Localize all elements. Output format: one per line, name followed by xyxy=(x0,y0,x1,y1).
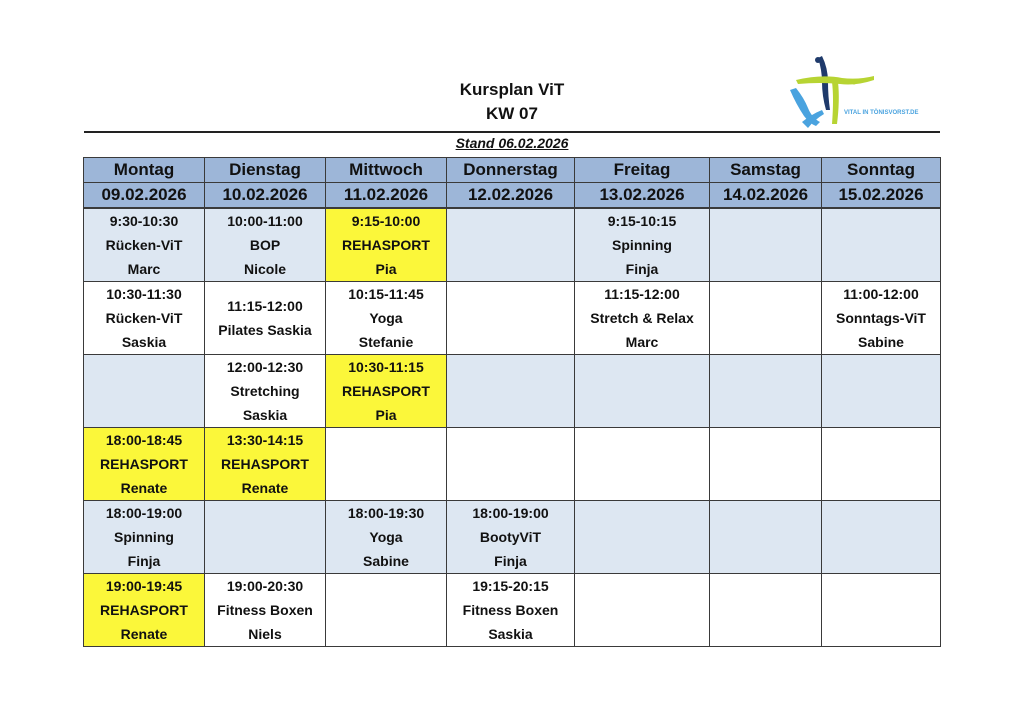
empty-cell xyxy=(822,355,941,428)
course-cell xyxy=(205,282,326,355)
course-cell xyxy=(326,501,447,574)
empty-cell xyxy=(326,428,447,501)
course-cell xyxy=(84,428,205,501)
course-time: 19:15-20:15 xyxy=(472,578,549,594)
course-cell xyxy=(84,574,205,647)
date-header: 13.02.2026 xyxy=(575,183,710,209)
empty-cell xyxy=(205,501,326,574)
empty-cell xyxy=(326,574,447,647)
course-detail: REHASPORT xyxy=(100,456,188,472)
empty-cell xyxy=(822,574,941,647)
empty-cell xyxy=(447,282,575,355)
course-time: 12:00-12:30 xyxy=(226,359,304,375)
course-time: 10:00-11:00 xyxy=(227,213,303,229)
empty-cell xyxy=(710,428,822,501)
course-time: 11:15-12:00 xyxy=(227,298,303,314)
page-title: Kursplan ViT xyxy=(459,80,565,99)
date-header: 10.02.2026 xyxy=(205,183,326,209)
course-cell xyxy=(575,282,710,355)
course-detail: Stretch & Relax xyxy=(590,310,694,326)
course-time: 9:15-10:15 xyxy=(607,213,677,229)
empty-cell xyxy=(84,355,205,428)
course-detail: BOP xyxy=(249,237,281,253)
date-header: 09.02.2026 xyxy=(84,183,205,209)
course-detail: Yoga xyxy=(369,310,403,326)
course-detail: Saskia xyxy=(488,626,533,642)
empty-cell xyxy=(710,208,822,282)
stand-date: Stand 06.02.2026 xyxy=(455,135,569,151)
course-detail: Sabine xyxy=(858,334,904,350)
course-detail: Fitness Boxen xyxy=(462,602,559,618)
course-time: 19:00-20:30 xyxy=(226,578,304,594)
date-row xyxy=(84,183,941,209)
course-cell xyxy=(326,355,447,428)
course-cell xyxy=(84,282,205,355)
course-detail: Pilates Saskia xyxy=(218,322,312,338)
course-time: 18:00-19:30 xyxy=(347,505,425,521)
weekday-header: Dienstag xyxy=(205,158,326,183)
course-detail: Renate xyxy=(241,480,289,496)
schedule-header xyxy=(84,158,941,209)
weekday-header: Mittwoch xyxy=(326,158,447,183)
course-detail: REHASPORT xyxy=(342,237,430,253)
course-detail: Fitness Boxen xyxy=(217,602,313,618)
course-detail: Nicole xyxy=(243,261,286,277)
course-time: 10:30-11:30 xyxy=(106,286,182,302)
course-detail: REHASPORT xyxy=(342,383,430,399)
course-cell xyxy=(326,282,447,355)
empty-cell xyxy=(575,428,710,501)
empty-cell xyxy=(575,355,710,428)
course-cell xyxy=(326,208,447,282)
course-time: 9:15-10:00 xyxy=(351,213,421,229)
course-time: 10:15-11:45 xyxy=(348,286,424,302)
date-header: 12.02.2026 xyxy=(447,183,575,209)
schedule-body xyxy=(84,208,941,647)
vit-logo xyxy=(782,52,919,132)
course-cell xyxy=(575,208,710,282)
empty-cell xyxy=(710,355,822,428)
course-cell xyxy=(205,355,326,428)
course-detail: Pia xyxy=(375,261,397,277)
vit-logo-graphic xyxy=(782,52,919,132)
course-detail: Renate xyxy=(120,626,168,642)
title-divider xyxy=(84,131,940,133)
course-detail: Sonntags-ViT xyxy=(836,310,926,326)
course-time: 18:00-18:45 xyxy=(105,432,183,448)
empty-cell xyxy=(447,355,575,428)
course-detail: Rücken-ViT xyxy=(105,237,183,253)
logo-text: VITAL IN TÖNISVORST.DE xyxy=(844,110,919,116)
empty-cell xyxy=(822,428,941,501)
schedule-row xyxy=(84,428,941,501)
schedule-row xyxy=(84,208,941,282)
schedule-row xyxy=(84,282,941,355)
course-detail: Spinning xyxy=(114,529,174,545)
empty-cell xyxy=(710,574,822,647)
weekday-header: Freitag xyxy=(575,158,710,183)
course-cell xyxy=(447,501,575,574)
course-time: 18:00-19:00 xyxy=(472,505,549,521)
course-detail: Finja xyxy=(127,553,161,569)
course-detail: Stefanie xyxy=(358,334,414,350)
empty-cell xyxy=(710,501,822,574)
weekday-row xyxy=(84,158,941,183)
course-time: 19:00-19:45 xyxy=(105,578,183,594)
course-detail: Yoga xyxy=(369,529,403,545)
course-cell xyxy=(205,428,326,501)
course-detail: Rücken-ViT xyxy=(105,310,183,326)
weekday-header: Montag xyxy=(84,158,205,183)
course-time: 9:30-10:30 xyxy=(109,213,179,229)
course-detail: BootyViT xyxy=(479,529,542,545)
course-detail: Niels xyxy=(248,626,282,642)
course-cell xyxy=(447,574,575,647)
weekday-header: Samstag xyxy=(710,158,822,183)
course-cell xyxy=(822,282,941,355)
course-detail: Finja xyxy=(625,261,659,277)
course-time: 10:30-11:15 xyxy=(348,359,424,375)
course-detail: Marc xyxy=(127,261,161,277)
course-time: 11:00-12:00 xyxy=(843,286,919,302)
course-cell xyxy=(205,574,326,647)
course-detail: Sabine xyxy=(363,553,409,569)
empty-cell xyxy=(447,208,575,282)
schedule-row xyxy=(84,574,941,647)
empty-cell xyxy=(575,574,710,647)
course-cell xyxy=(84,208,205,282)
weekday-header: Donnerstag xyxy=(447,158,575,183)
week-label: KW 07 xyxy=(486,104,538,123)
empty-cell xyxy=(710,282,822,355)
course-cell xyxy=(205,208,326,282)
course-time: 13:30-14:15 xyxy=(226,432,304,448)
schedule-table xyxy=(83,157,941,647)
empty-cell xyxy=(822,501,941,574)
schedule-row xyxy=(84,501,941,574)
course-detail: Finja xyxy=(494,553,527,569)
course-detail: REHASPORT xyxy=(100,602,188,618)
date-header: 15.02.2026 xyxy=(822,183,941,209)
course-detail: Marc xyxy=(625,334,659,350)
course-detail: Spinning xyxy=(612,237,672,253)
empty-cell xyxy=(575,501,710,574)
empty-cell xyxy=(447,428,575,501)
course-detail: Stretching xyxy=(230,383,300,399)
date-header: 14.02.2026 xyxy=(710,183,822,209)
course-detail: Saskia xyxy=(121,334,167,350)
course-time: 11:15-12:00 xyxy=(604,286,680,302)
course-detail: Pia xyxy=(375,407,397,423)
schedule-row xyxy=(84,355,941,428)
weekday-header: Sonntag xyxy=(822,158,941,183)
date-header: 11.02.2026 xyxy=(326,183,447,209)
course-detail: REHASPORT xyxy=(221,456,309,472)
course-detail: Saskia xyxy=(242,407,288,423)
stand-line xyxy=(0,134,1024,152)
course-time: 18:00-19:00 xyxy=(105,505,183,521)
empty-cell xyxy=(822,208,941,282)
course-detail: Renate xyxy=(120,480,168,496)
course-cell xyxy=(84,501,205,574)
